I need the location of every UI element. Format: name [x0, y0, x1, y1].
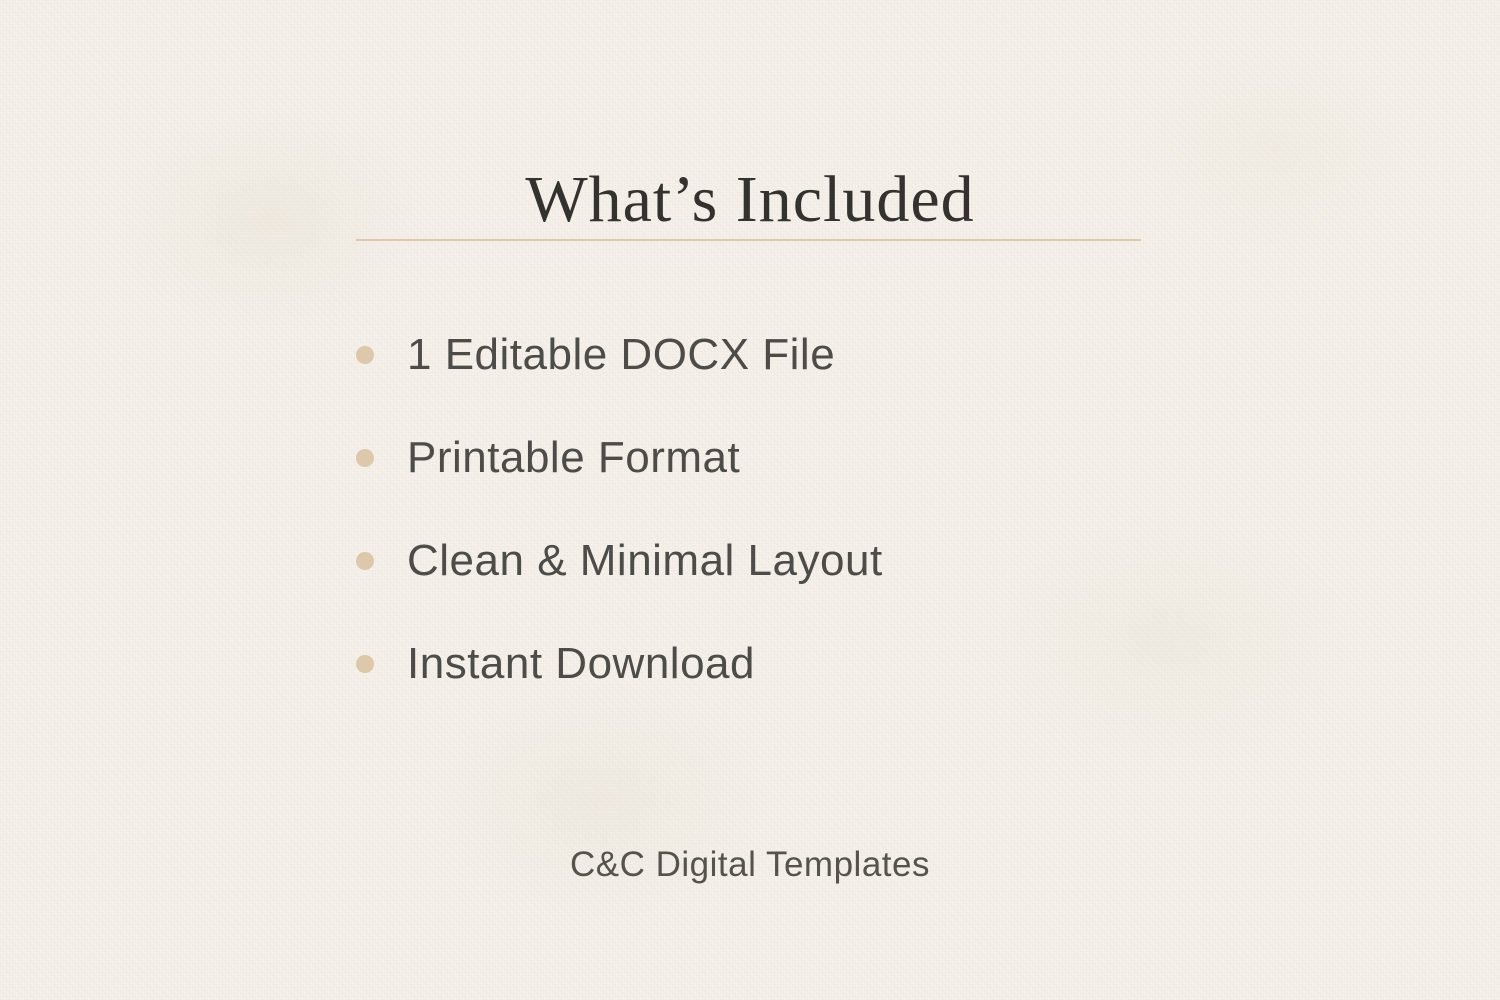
list-item-label: 1 Editable DOCX File: [407, 329, 836, 379]
list-item-label: Printable Format: [407, 432, 741, 482]
included-items-list: [356, 326, 883, 692]
list-item: [356, 635, 883, 692]
bullet-dot-icon: [356, 552, 374, 570]
list-item-label: Instant Download: [407, 638, 755, 688]
page-title: What’s Included: [525, 163, 975, 237]
divider-line: [356, 239, 1141, 241]
list-item: [356, 326, 883, 383]
footer-brand-text: C&C Digital Templates: [570, 845, 930, 884]
bullet-dot-icon: [356, 655, 374, 673]
list-item-label: Clean & Minimal Layout: [407, 535, 883, 585]
bullet-dot-icon: [356, 346, 374, 364]
list-item: [356, 429, 883, 486]
list-item: [356, 532, 883, 589]
bullet-dot-icon: [356, 449, 374, 467]
